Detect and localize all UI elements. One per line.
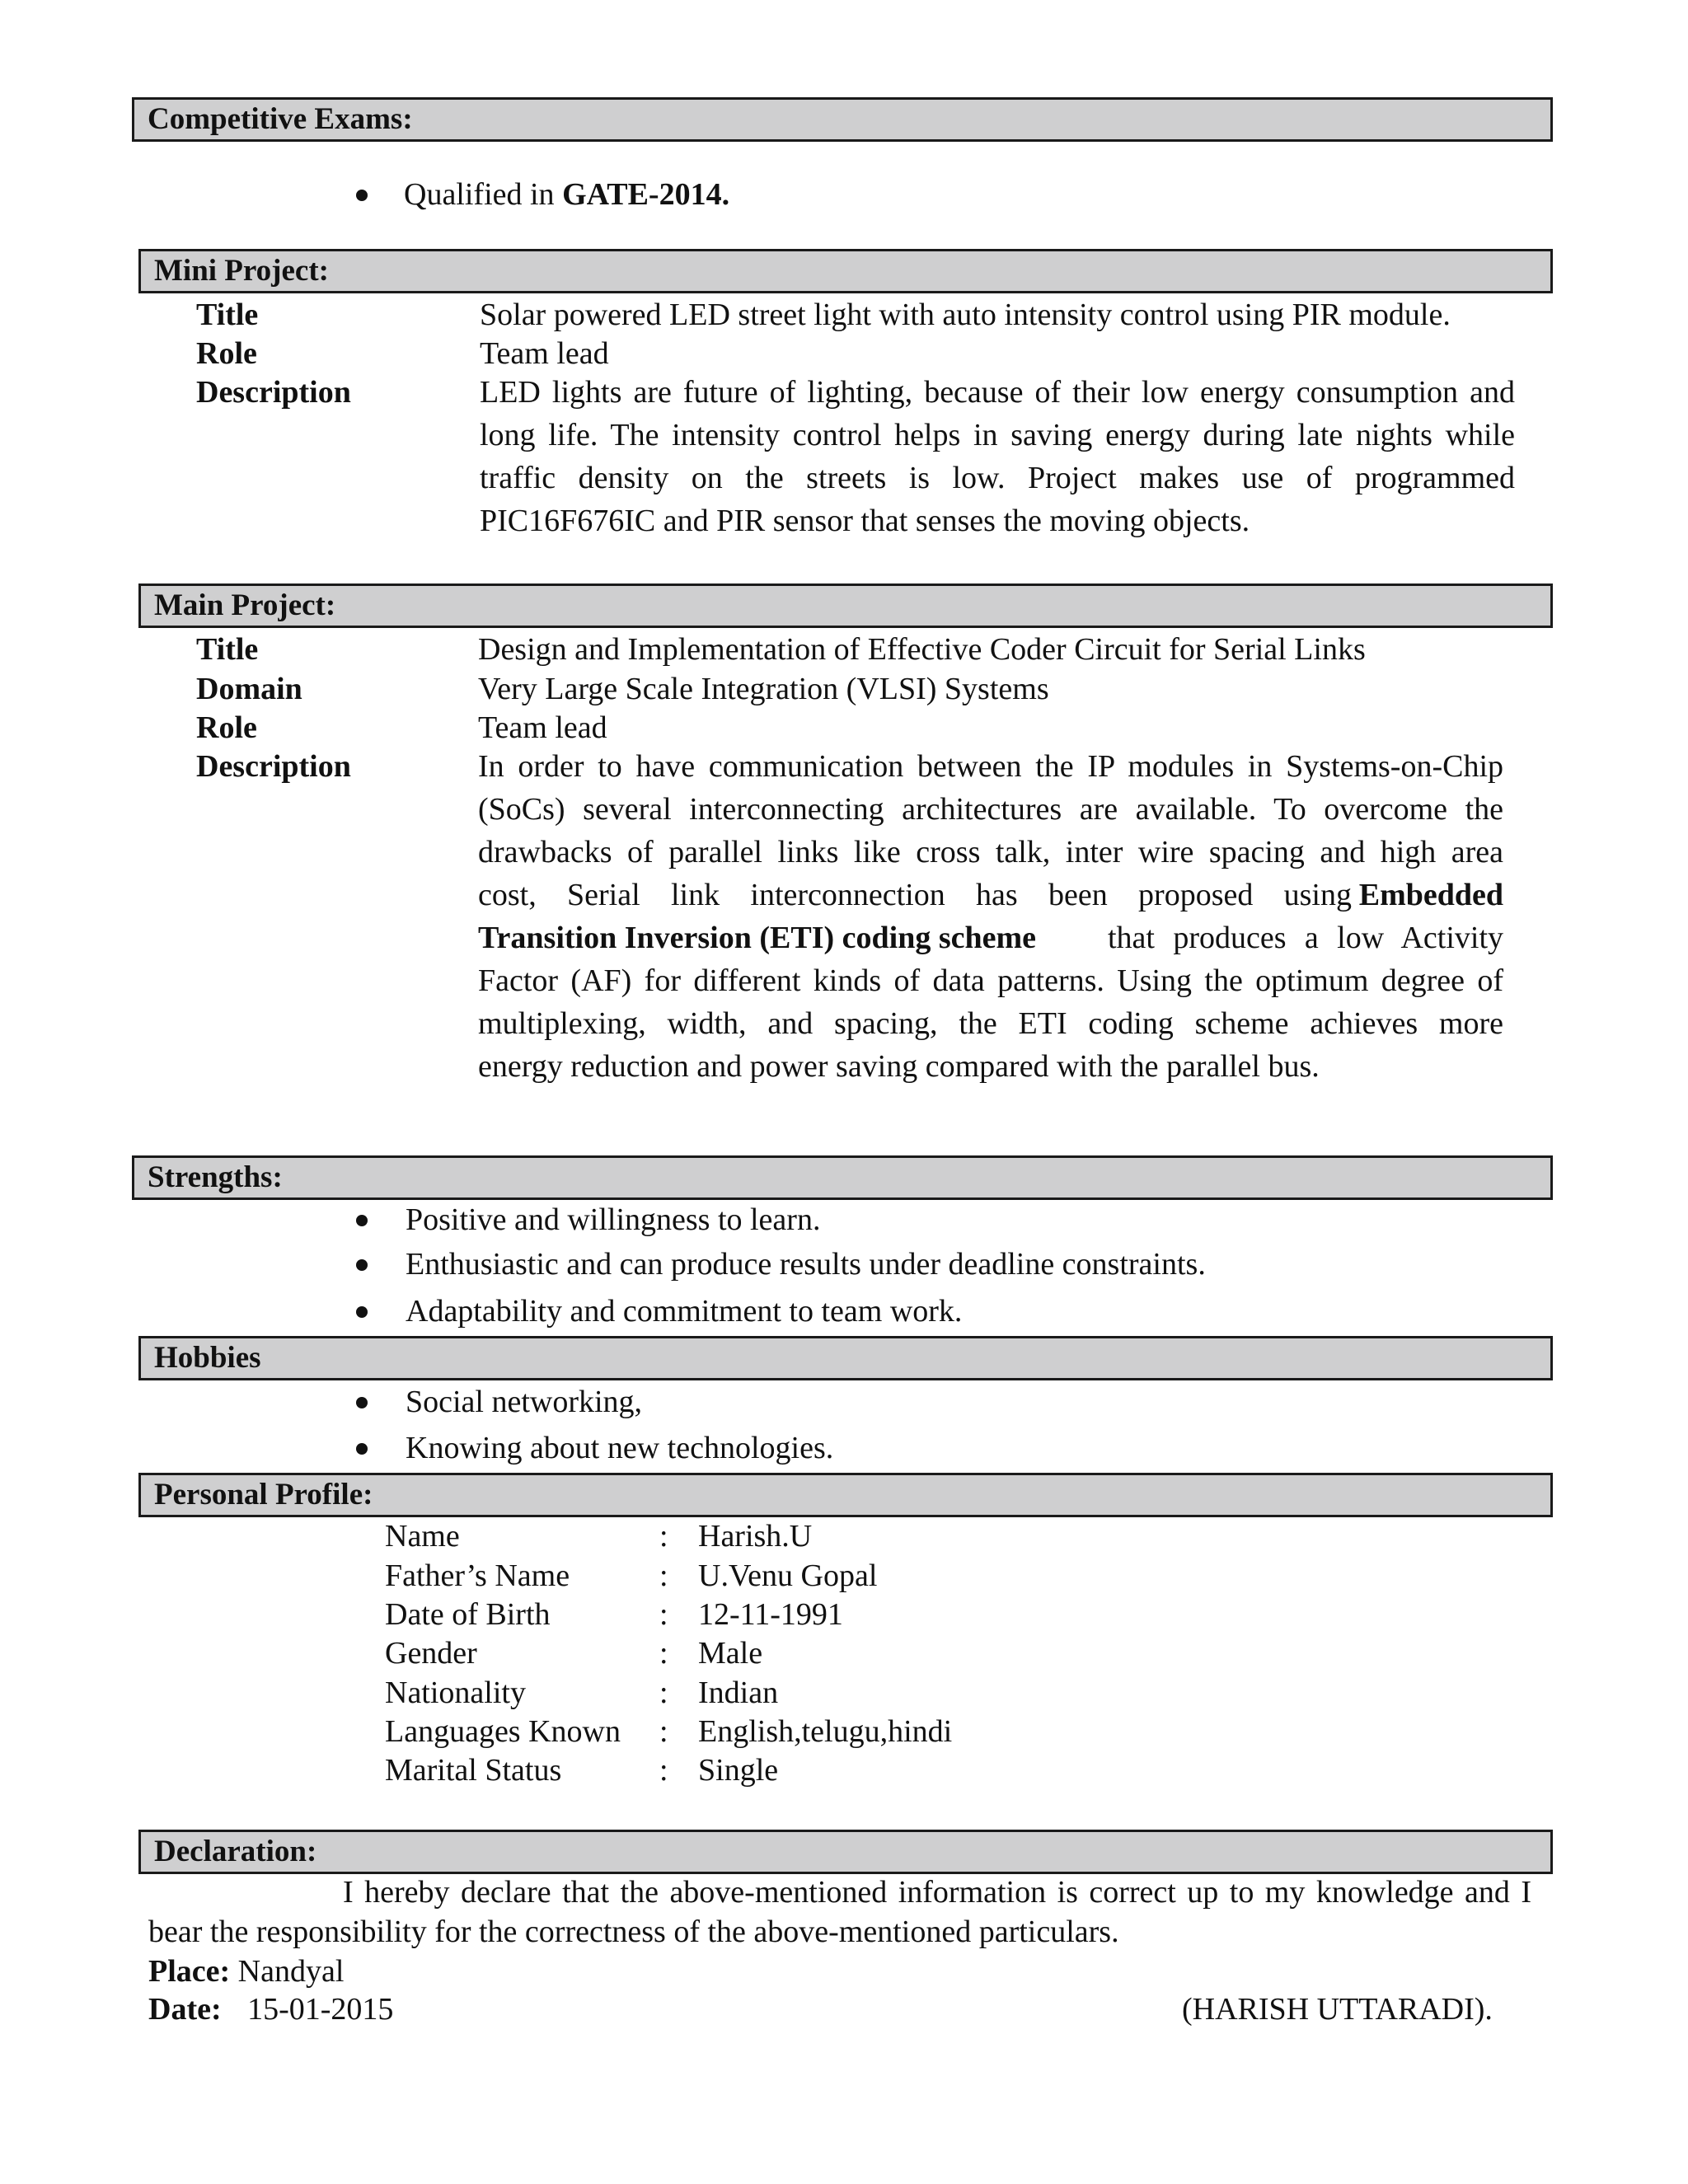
main-desc-line: multiplexing, width, and spacing, the ETI coding scheme achieves more bbox=[478, 1006, 1503, 1041]
profile-value-name: Harish.U bbox=[698, 1519, 813, 1554]
place-value: Nandyal bbox=[230, 1954, 345, 1989]
profile-value-gender: Male bbox=[698, 1636, 763, 1671]
main-desc-line: drawbacks of parallel links like cross talk, inter wire spacing and high area bbox=[478, 835, 1503, 869]
strength-item: Adaptability and commitment to team work. bbox=[406, 1294, 963, 1329]
personal-profile-header bbox=[138, 1473, 1553, 1517]
main-desc-bold-embedded: Embedded bbox=[1358, 878, 1503, 912]
strength-bullet bbox=[356, 1259, 368, 1271]
profile-value-languages: English,telugu,hindi bbox=[698, 1714, 953, 1749]
hobby-item: Knowing about new technologies. bbox=[406, 1431, 834, 1465]
profile-separator: : bbox=[659, 1753, 668, 1788]
main-role-value: Team lead bbox=[478, 710, 607, 745]
mini-desc-line: PIC16F676IC and PIR sensor that senses the moving objects. bbox=[480, 504, 1250, 538]
declaration-line-2: bear the responsibility for the correctness of the above-mentioned particulars. bbox=[148, 1915, 1119, 1949]
place-line bbox=[148, 1952, 344, 1991]
strength-item: Enthusiastic and can produce results under deadline constraints. bbox=[406, 1247, 1206, 1282]
hobby-item: Social networking, bbox=[406, 1385, 643, 1419]
personal-profile-heading: Personal Profile: bbox=[154, 1478, 373, 1511]
main-title-label: Title bbox=[196, 632, 259, 667]
main-desc-bold-eti: Transition Inversion (ETI) coding scheme bbox=[478, 921, 1037, 955]
mini-role-label: Role bbox=[196, 336, 257, 371]
profile-label-father: Father’s Name bbox=[385, 1558, 570, 1593]
competitive-item bbox=[404, 175, 729, 214]
main-project-heading: Main Project: bbox=[154, 588, 336, 622]
mini-desc-line: long life. The intensity control helps in saving energy during late nights while bbox=[480, 418, 1515, 452]
profile-separator: : bbox=[659, 1636, 668, 1671]
profile-separator: : bbox=[659, 1519, 668, 1554]
profile-label-name: Name bbox=[385, 1519, 460, 1554]
strength-bullet bbox=[356, 1306, 368, 1318]
date-value: 15-01-2015 bbox=[247, 1992, 394, 2027]
profile-value-marital: Single bbox=[698, 1753, 779, 1788]
declaration-header bbox=[138, 1830, 1553, 1874]
competitive-bullet bbox=[356, 190, 368, 201]
main-desc-line-5-text: that produces a low Activity bbox=[1108, 921, 1503, 955]
mini-project-heading: Mini Project: bbox=[154, 254, 329, 288]
main-desc-line-5 bbox=[478, 916, 1503, 959]
main-desc-line: energy reduction and power saving compared with the parallel bus. bbox=[478, 1049, 1320, 1084]
profile-label-languages: Languages Known bbox=[385, 1714, 621, 1749]
competitive-exams-header bbox=[132, 97, 1553, 142]
date-line bbox=[148, 1990, 393, 2029]
main-desc-line: Factor (AF) for different kinds of data patterns. Using the optimum degree of bbox=[478, 963, 1503, 998]
profile-separator: : bbox=[659, 1675, 668, 1710]
place-label: Place: bbox=[148, 1954, 231, 1989]
profile-value-nationality: Indian bbox=[698, 1675, 779, 1710]
declaration-line-1: I hereby declare that the above-mentioned information is correct up to my knowledge and I bbox=[343, 1875, 1531, 1910]
main-role-label: Role bbox=[196, 710, 257, 745]
profile-separator: : bbox=[659, 1558, 668, 1593]
mini-title-label: Title bbox=[196, 298, 259, 332]
profile-label-gender: Gender bbox=[385, 1636, 477, 1671]
profile-value-dob: 12-11-1991 bbox=[698, 1597, 843, 1632]
profile-label-nationality: Nationality bbox=[385, 1675, 526, 1710]
profile-separator: : bbox=[659, 1597, 668, 1632]
main-description-label: Description bbox=[196, 749, 351, 784]
date-label: Date: bbox=[148, 1992, 222, 2027]
main-description bbox=[478, 745, 1503, 1088]
profile-label-dob: Date of Birth bbox=[385, 1597, 551, 1632]
hobby-bullet bbox=[356, 1443, 368, 1455]
main-desc-line-4 bbox=[478, 874, 1503, 916]
strengths-heading: Strengths: bbox=[148, 1160, 283, 1194]
competitive-exams-heading: Competitive Exams: bbox=[148, 102, 413, 136]
profile-label-marital: Marital Status bbox=[385, 1753, 562, 1788]
strength-item: Positive and willingness to learn. bbox=[406, 1202, 821, 1237]
mini-description bbox=[480, 371, 1515, 542]
strength-bullet bbox=[356, 1215, 368, 1226]
main-desc-line: In order to have communication between the IP modules in Systems-on-Chip bbox=[478, 749, 1503, 784]
hobby-bullet bbox=[356, 1397, 368, 1408]
signature: (HARISH UTTARADI). bbox=[1182, 1992, 1493, 2027]
main-desc-line-4-text: cost, Serial link interconnection has been proposed using bbox=[478, 878, 1352, 912]
mini-desc-line: LED lights are future of lighting, because of their low energy consumption and bbox=[480, 375, 1515, 410]
main-desc-line: (SoCs) several interconnecting architectures are available. To overcome the bbox=[478, 792, 1503, 827]
declaration-heading: Declaration: bbox=[154, 1835, 317, 1868]
main-domain-label: Domain bbox=[196, 672, 302, 706]
main-project-header bbox=[138, 583, 1553, 628]
hobbies-heading: Hobbies bbox=[154, 1341, 261, 1375]
strengths-header bbox=[132, 1155, 1553, 1200]
profile-value-father: U.Venu Gopal bbox=[698, 1558, 878, 1593]
hobbies-header bbox=[138, 1336, 1553, 1380]
main-title-value: Design and Implementation of Effective Coder Circuit for Serial Links bbox=[478, 632, 1366, 667]
mini-project-header bbox=[138, 249, 1553, 293]
competitive-item-prefix: Qualified in bbox=[404, 177, 563, 212]
profile-separator: : bbox=[659, 1714, 668, 1749]
mini-desc-line: traffic density on the streets is low. Project makes use of programmed bbox=[480, 461, 1515, 495]
mini-description-label: Description bbox=[196, 375, 351, 410]
competitive-item-bold: GATE-2014. bbox=[562, 177, 730, 212]
mini-title-value: Solar powered LED street light with auto intensity control using PIR module. bbox=[480, 298, 1451, 332]
main-domain-value: Very Large Scale Integration (VLSI) Systems bbox=[478, 672, 1049, 706]
mini-role-value: Team lead bbox=[480, 336, 609, 371]
